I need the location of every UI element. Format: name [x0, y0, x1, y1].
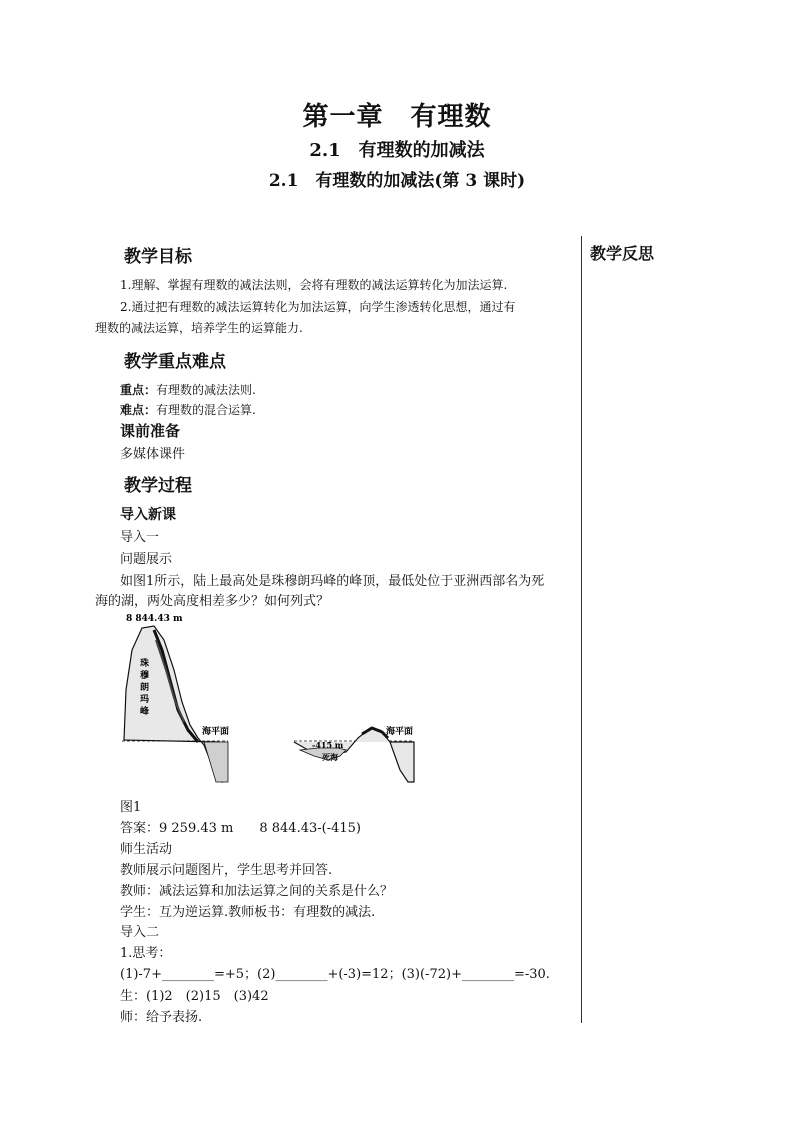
peak-height-label: 8 844.43 m [126, 614, 183, 624]
goal-item-1: 1.理解、掌握有理数的减法法则，会将有理数的减法运算转化为加法运算. [120, 278, 508, 292]
dead-sea-label: 死海 [322, 752, 338, 762]
focus-text: 有理数的减法法则. [156, 383, 256, 397]
depth-label: -415 m [312, 740, 344, 750]
problem-label: 问题展示 [120, 552, 173, 567]
difficulty-text: 有理数的混合运算. [156, 403, 256, 417]
prep-text: 多媒体课件 [120, 447, 186, 462]
goal-item-2b: 理数的减法运算，培养学生的运算能力. [95, 321, 303, 335]
svg-text:珠: 珠 [140, 659, 150, 669]
focus-label: 重点： [120, 383, 157, 397]
chapter-title: 第一章 有理数 [302, 102, 492, 132]
student-answers: 生：(1)2 (2)15 (3)42 [120, 989, 269, 1004]
intro-heading: 导入新课 [120, 507, 176, 523]
question-line-1: 如图1所示，陆上最高处是珠穆朗玛峰的峰顶，最低处位于亚洲西部名为死 [120, 574, 545, 589]
sea-level-label-right: 海平面 [386, 727, 414, 737]
focus-line [120, 381, 256, 398]
teacher-praise: 师：给予表扬. [120, 1010, 203, 1025]
svg-text:玛: 玛 [140, 695, 150, 705]
svg-text:朗: 朗 [140, 683, 150, 693]
activity-line-1: 教师展示问题图片，学生思考并回答. [120, 863, 333, 878]
sea-level-label-left: 海平面 [202, 727, 230, 737]
exercise-line: (1)-7+________=+5；(2)________+(-3)=12；(3)(-72)+________=-30. [120, 967, 550, 982]
figure-caption: 图1 [120, 800, 142, 815]
think-label: 1.思考： [120, 946, 172, 961]
keypoints-heading: 教学重点难点 [124, 352, 226, 372]
prep-heading: 课前准备 [120, 422, 181, 440]
student-answer: 学生：互为逆运算.教师板书：有理数的减法. [120, 905, 376, 920]
goal-item-2a: 2.通过把有理数的减法运算转化为加法运算，向学生渗透转化思想，通过有 [120, 300, 516, 314]
mountain-name [140, 657, 149, 717]
process-heading: 教学过程 [124, 476, 192, 496]
teacher-question: 教师：减法运算和加法运算之间的关系是什么？ [120, 884, 394, 899]
intro-1: 导入一 [120, 530, 160, 545]
svg-text:穆: 穆 [140, 671, 150, 681]
intro-2: 导入二 [120, 925, 160, 940]
difficulty-line [120, 401, 256, 418]
svg-text:峰: 峰 [140, 707, 150, 717]
column-divider [581, 236, 582, 1023]
water-left [204, 742, 228, 782]
answer-line: 答案：9 259.43 m 8 844.43-(-415) [120, 821, 361, 836]
question-line-2: 海的湖，两处高度相差多少？如何列式？ [95, 594, 330, 609]
section-title: 2.1 有理数的加减法 [309, 140, 485, 161]
goals-heading: 教学目标 [124, 247, 192, 267]
activity-label: 师生活动 [120, 842, 173, 857]
figure-mountain-deadsea [118, 610, 428, 790]
subsection-title: 2.1 有理数的加减法(第 3 课时) [268, 171, 526, 191]
reflection-heading: 教学反思 [590, 244, 655, 263]
difficulty-label: 难点： [120, 403, 157, 417]
